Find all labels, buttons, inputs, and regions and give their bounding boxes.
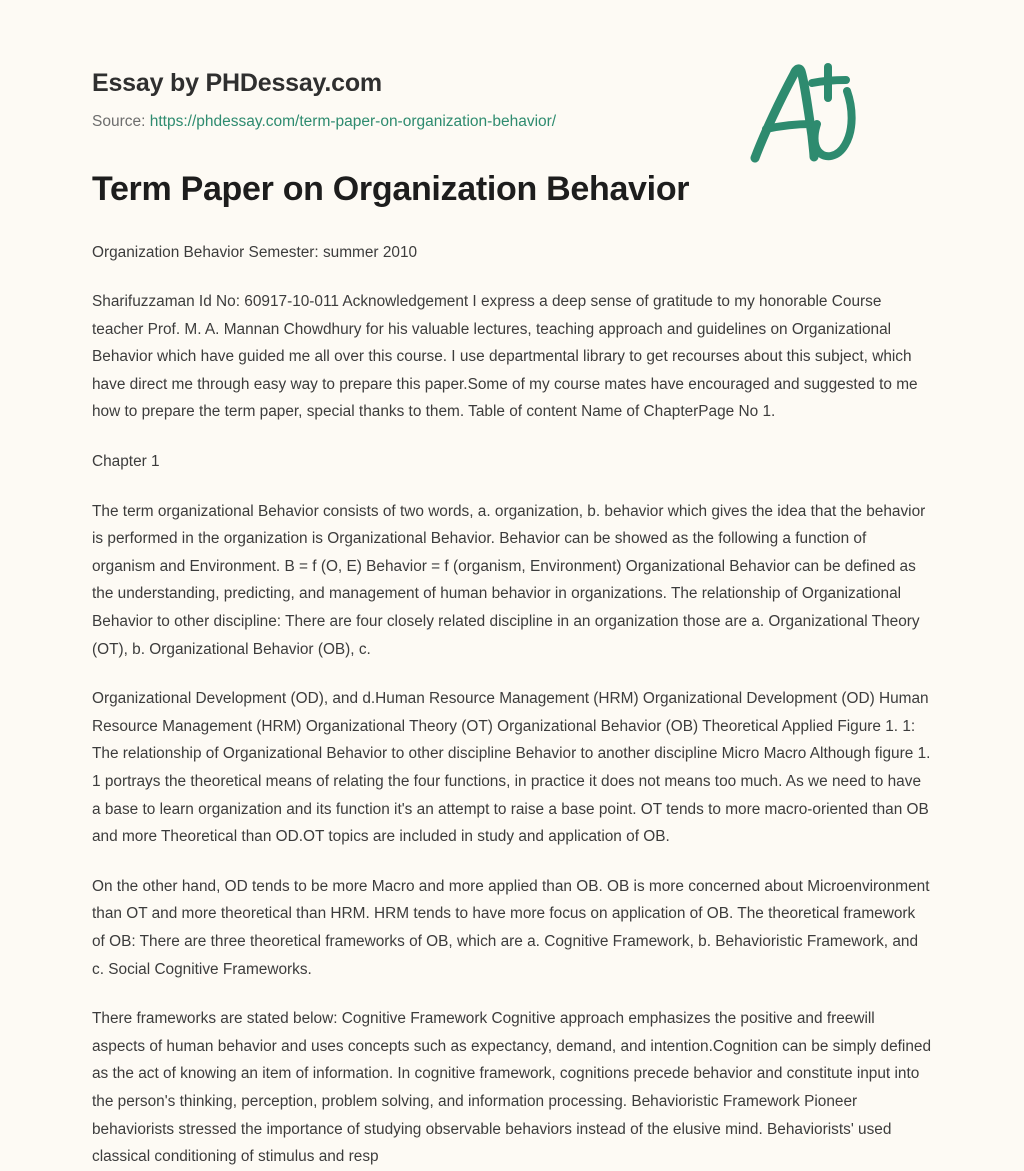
page-header [92,0,932,130]
paragraph-frameworks: There frameworks are stated below: Cognitive Framework Cognitive approach emphasizes the positive and freewill aspects of human behavior and uses concepts such as expectancy, demand, and intention.Cognition can be simply defined as the act of knowing an item of information. In cognitive framework, cognitions precede behavior and constitute input into the person's thinking, perception, problem solving, and information processing. Behavioristic Framework Pioneer behaviorists stressed the importance of studying observable behaviors instead of the elusive mind. Behaviorists' used classical conditioning of stimulus and resp [92,1010,932,1166]
paragraph-definition: The term organizational Behavior consists of two words, a. organization, b. behavior which gives the idea that the behavior is performed in the organization is Organizational Behavior. Behavior can be showed as the following a function of organism and Environment. B = f (O, E) Behavior = f (organism, Environment) Organizational Behavior can be defined as the understanding, predicting, and management of human behavior in organizations. The relationship of Organizational Behavior to other discipline: There are four closely related discipline in an organization those are a. Organizational Theory (OT), b. Organizational Behavior (OB), c. [92,502,926,658]
a-plus-logo-icon [742,58,870,170]
paragraph-od-hrm: On the other hand, OD tends to be more Macro and more applied than OB. OB is more concerned about Microenvironment than OT and more theoretical than HRM. HRM tends to have more focus on application of OB. The theoretical framework of OB: There are three theoretical frameworks of OB, which are a. Cognitive Framework, b. Behavioristic Framework, and c. Social Cognitive Frameworks. [92,877,930,978]
essay-body [92,211,932,1171]
page-title: Term Paper on Organization Behavior [92,170,690,208]
source-label: Source: [92,113,146,130]
paragraph-chapter-heading: Chapter 1 [92,453,160,471]
paragraph-acknowledgement: Sharifuzzaman Id No: 60917-10-011 Acknowledgement I express a deep sense of gratitude to my honorable Course teacher Prof. M. A. Mannan Chowdhury for his valuable lectures, teaching approach and guidelines on Organizational Behavior which have guided me all over this course. I use departmental library to get recourses about this subject, which have direct me through easy way to prepare this paper.Some of my course mates have encouraged and suggested to me how to prepare the term paper, special thanks to them. Table of content Name of ChapterPage No 1. [92,293,918,421]
paragraph-semester: Organization Behavior Semester: summer 2010 [92,243,418,261]
brand-title: Essay by PHDessay.com [92,69,382,97]
paragraph-disciplines: Organizational Development (OD), and d.Human Resource Management (HRM) Organizational Development (OD) Human Resource Management (HRM) Organizational Theory (OT) Organizational Behavior (OB) Theoretical Applied Figure 1. 1: The relationship of Organizational Behavior to other discipline Behavior to another discipline Micro Macro Although figure 1. 1 portrays the theoretical means of relating the four functions, in practice it does not means too much. As we need to have a base to learn organization and its function it's an attempt to raise a base point. OT tends to more macro-oriented than OB and more Theoretical than OD.OT topics are included in study and application of OB. [92,690,931,846]
a-plus-logo [742,58,870,170]
source-url-link[interactable]: https://phdessay.com/term-paper-on-organization-behavior/ [149,113,557,130]
